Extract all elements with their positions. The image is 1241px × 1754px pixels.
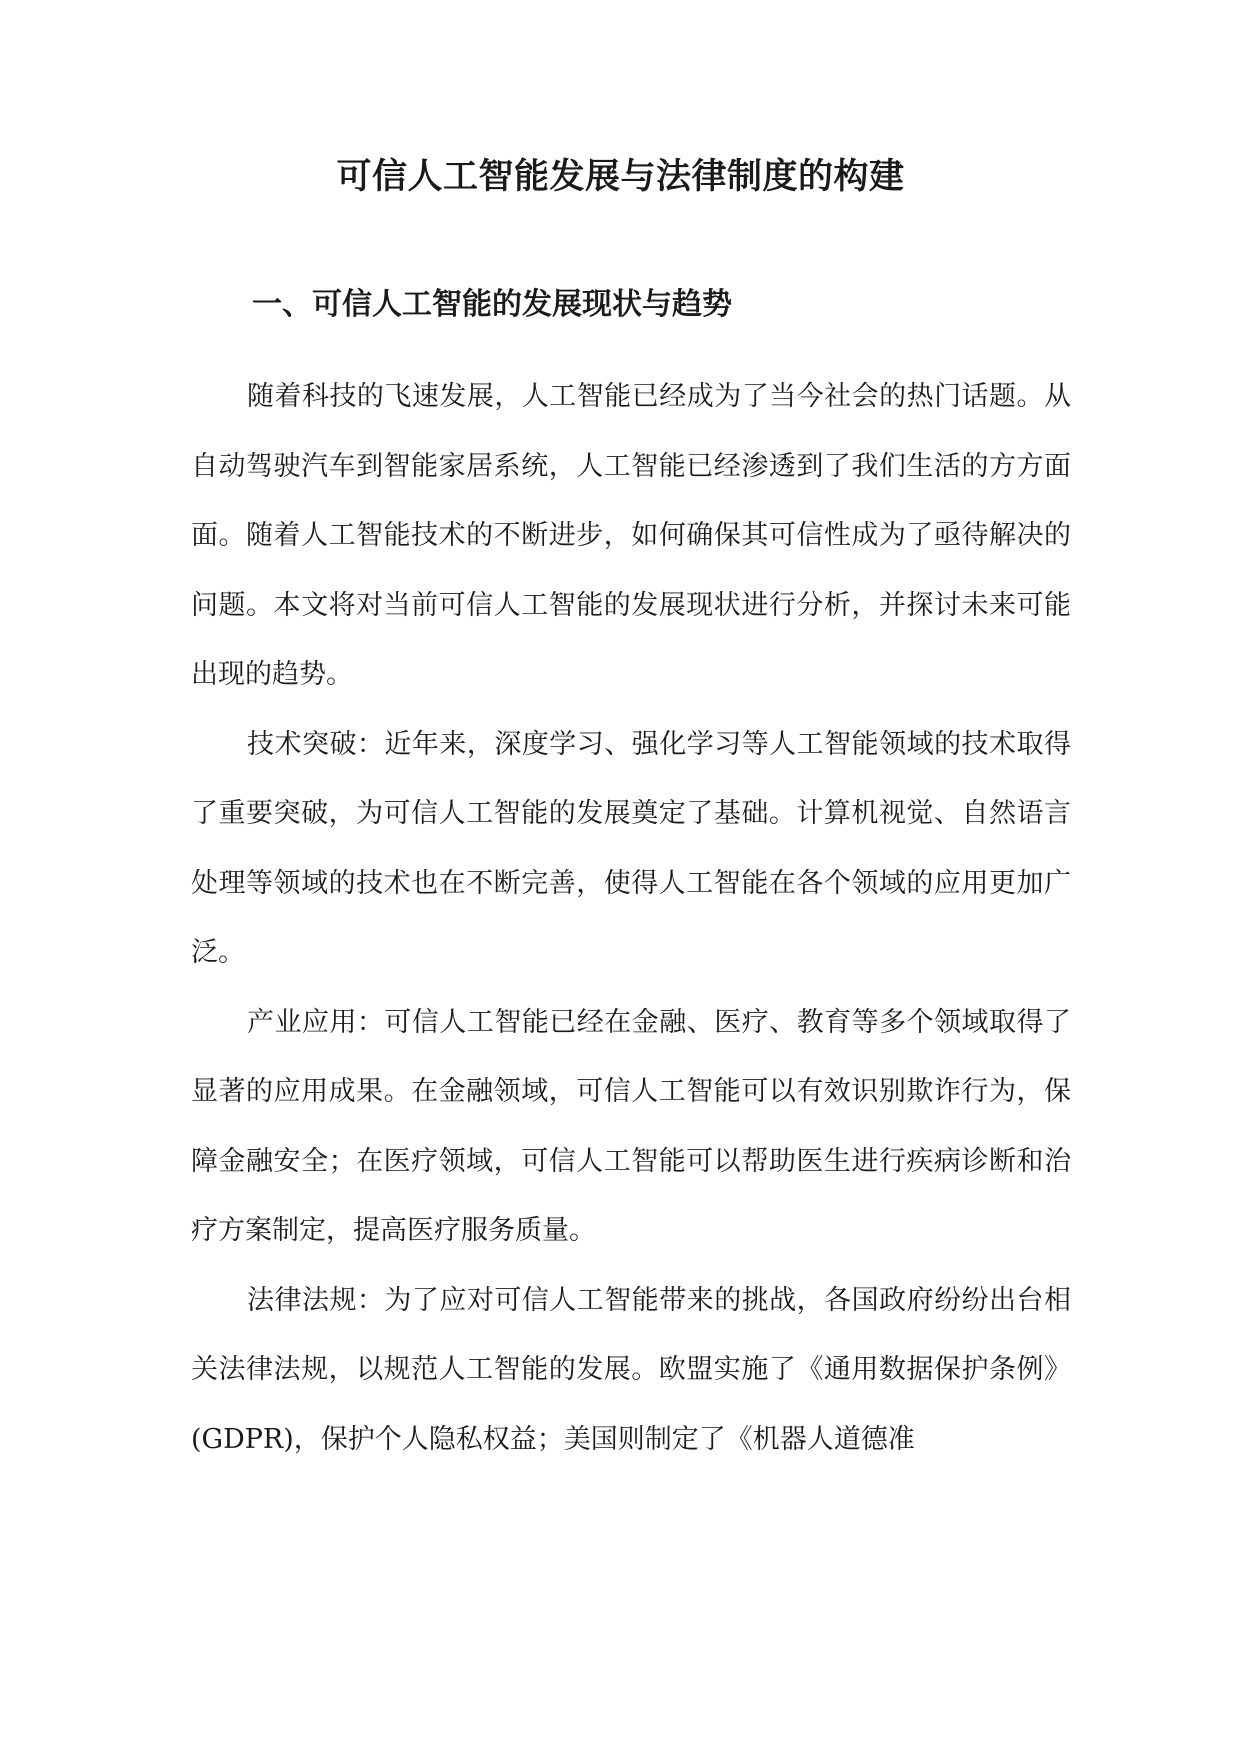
section-body: [191, 362, 1071, 1474]
paragraph-industry-application: 产业应用：可信人工智能已经在金融、医疗、教育等多个领域取得了显著的应用成果。在金融领域，可信人工智能可以有效识别欺诈行为，保障金融安全；在医疗领域，可信人工智能可以帮助医生进行疾病诊断和治疗方案制定，提高医疗服务质量。: [191, 1006, 1071, 1246]
paragraph-intro: 随着科技的飞速发展，人工智能已经成为了当今社会的热门话题。从自动驾驶汽车到智能家居系统，人工智能已经渗透到了我们生活的方方面面。随着人工智能技术的不断进步，如何确保其可信性成为了亟待解决的问题。本文将对当前可信人工智能的发展现状进行分析，并探讨未来可能出现的趋势。: [191, 381, 1071, 690]
document-title: 可信人工智能发展与法律制度的构建: [336, 157, 905, 197]
paragraph-laws-regulations: 法律法规：为了应对可信人工智能带来的挑战，各国政府纷纷出台相关法律法规，以规范人工智能的发展。欧盟实施了《通用数据保护条例》(GDPR)，保护个人隐私权益；美国则制定了《机器人道德准: [191, 1284, 1071, 1455]
section-heading: 一、可信人工智能的发展现状与趋势: [252, 287, 732, 322]
paragraph-technical-breakthrough: 技术突破：近年来，深度学习、强化学习等人工智能领域的技术取得了重要突破，为可信人工智能的发展奠定了基础。计算机视觉、自然语言处理等领域的技术也在不断完善，使得人工智能在各个领域的应用更加广泛。: [191, 728, 1071, 968]
